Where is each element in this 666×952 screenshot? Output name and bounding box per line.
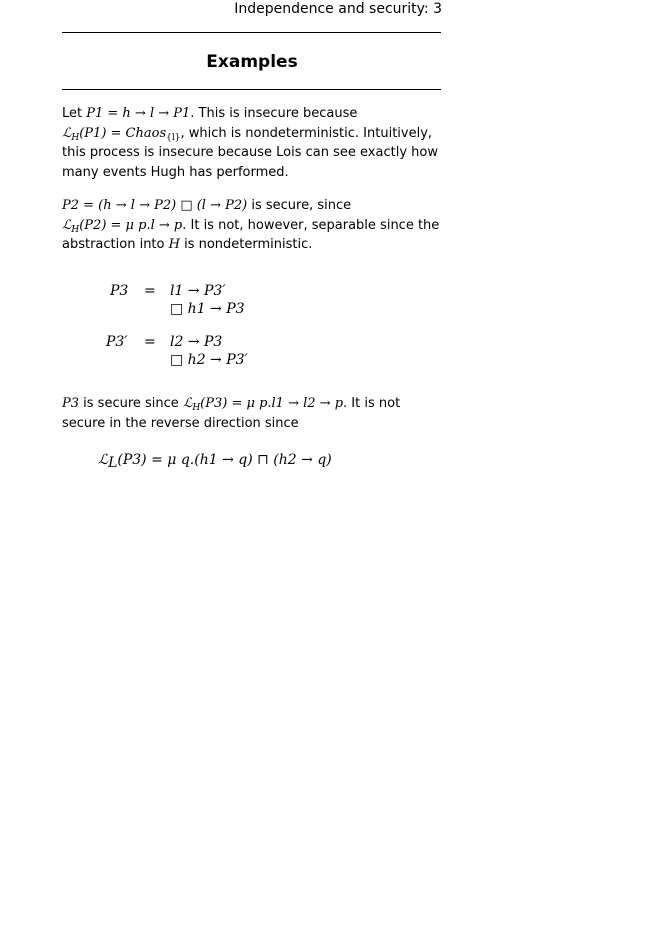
text: abstraction into (62, 237, 169, 252)
equation-1-lhs: P3 (110, 283, 129, 299)
paragraph-1-line-3: this process is insecure because Lois can see exactly how (62, 145, 438, 160)
equation-2-rhs-1: l2 → P3 (170, 334, 223, 350)
text: , which is nondeterministic. Intuitively, (180, 125, 433, 141)
paragraph-2-line-2 (62, 216, 447, 236)
math: P1 = h → l → P1 (86, 106, 191, 121)
text: . This is insecure because (190, 106, 358, 121)
display-equation (98, 452, 332, 471)
paragraph-1 (62, 104, 447, 182)
paragraph-1-line-2 (62, 124, 447, 144)
math-subscript: H (192, 403, 201, 413)
section-title: Examples (206, 52, 298, 72)
math: P3 (62, 396, 80, 411)
paragraph-1-line-4: many events Hugh has performed. (62, 164, 289, 180)
math: ℒ (62, 217, 72, 233)
equation-1-rhs-2: □ h1 → P3 (170, 301, 245, 317)
math-subscript: {l} (166, 132, 181, 143)
math: (P3) = μ p.l1 → l2 → p (200, 396, 344, 411)
math: ℒ (182, 396, 193, 411)
paragraph-2-line-1 (62, 196, 447, 216)
paragraph-3 (62, 394, 447, 433)
equation-2-lhs: P3′ (106, 334, 128, 350)
paragraph-1-line-1 (62, 104, 447, 124)
equation-1-equals: = (144, 283, 156, 299)
paragraph-3-line-1 (62, 394, 447, 414)
text: . It is not (343, 396, 401, 411)
math: P2 = (h → l → P2) □ (l → P2) (62, 198, 248, 213)
text: . It is not, however, separable since the (182, 217, 440, 233)
math: ℒ (62, 125, 72, 141)
equation-2-rhs-2: □ h2 → P3′ (170, 352, 248, 368)
math: (P2) = μ p.l → p (79, 217, 183, 233)
math-subscript: L (108, 455, 118, 471)
text: Let (62, 106, 87, 121)
math: H (168, 237, 180, 252)
paragraph-3-line-2: secure in the reverse direction since (62, 415, 299, 431)
header-rule (62, 32, 441, 33)
text: is secure, since (247, 198, 352, 213)
math: (P1) = Chaos (79, 125, 167, 141)
paragraph-2 (62, 196, 447, 255)
text: is nondeterministic. (179, 237, 313, 252)
math: (P3) = μ q.(h1 → q) ⊓ (h2 → q) (117, 452, 332, 468)
equation-1-rhs-1: l1 → P3′ (170, 283, 226, 299)
paragraph-2-line-3 (62, 235, 447, 255)
running-header: Independence and security: 3 (234, 1, 442, 17)
math-subscript: H (71, 224, 80, 235)
title-rule (62, 89, 441, 90)
math: ℒ (98, 452, 109, 468)
equation-2-equals: = (144, 334, 156, 350)
math-subscript: H (71, 132, 80, 143)
text: is secure since (79, 396, 183, 411)
